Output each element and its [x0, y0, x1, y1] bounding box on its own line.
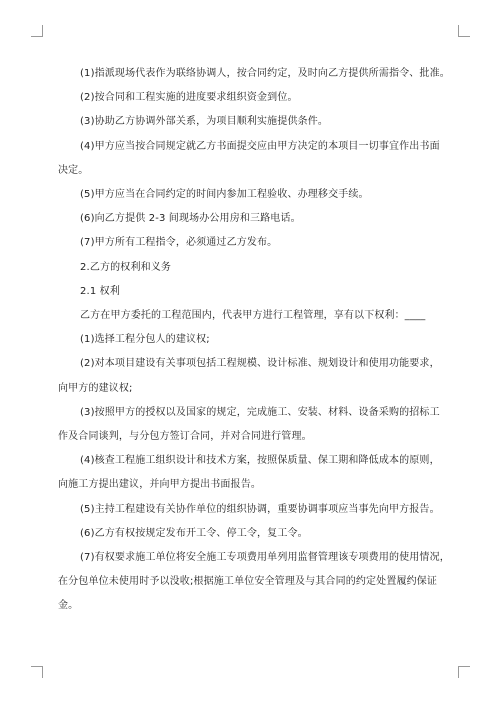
paragraph-line: (5)主持工程建设有关协作单位的组织协调，重要协调事项应当事先向甲方报告。: [80, 503, 440, 515]
paragraph-line: 2.乙方的权利和义务: [80, 261, 172, 273]
paragraph-line: (5)甲方应当在合同约定的时间内参加工程验收、办理移交手续。: [80, 189, 369, 201]
paragraph-line: 向施工方提出建议，并向甲方提出书面报告。: [58, 479, 261, 491]
paragraph-line: 向甲方的建议权;: [58, 382, 133, 394]
paragraph: [58, 86, 448, 110]
paragraph-line: (7)有权要求施工单位将安全施工专项费用单列用监督管理该专项费用的使用情况，: [80, 552, 450, 564]
paragraph: [58, 110, 448, 134]
paragraph-line: 乙方在甲方委托的工程范围内，代表甲方进行工程管理，享有以下权利：____: [80, 310, 426, 322]
page-corner-mark-top-right: [458, 25, 470, 37]
document-body: [58, 62, 448, 619]
page-corner-mark-bottom-right: [458, 666, 470, 678]
paragraph-line: (3)按照甲方的授权以及国家的规定，完成施工、安装、材料、设备采购的招标工: [80, 406, 440, 418]
paragraph: [58, 207, 448, 231]
paragraph-line: 在分包单位未使用时予以没收;根据施工单位安全管理及与其合同的约定处置履约保证: [58, 576, 438, 588]
paragraph-line: (3)协助乙方协调外部关系，为项目顺利实施提供条件。: [80, 116, 329, 128]
paragraph: [58, 304, 448, 328]
paragraph-line: (6)向乙方提供 2-3 间现场办公用房和三路电话。: [80, 213, 301, 225]
paragraph: [58, 546, 448, 619]
paragraph-line: (4)甲方应当按合同规定就乙方书面提交应由甲方决定的本项目一切事宜作出书面: [80, 140, 440, 152]
paragraph: [58, 280, 448, 304]
page-corner-mark-bottom-left: [31, 666, 43, 678]
page-corner-mark-top-left: [31, 25, 43, 37]
paragraph: [58, 498, 448, 522]
paragraph: [58, 135, 448, 183]
paragraph-line: (7)甲方所有工程指令，必须通过乙方发布。: [80, 237, 278, 249]
paragraph-line: 2.1 权利: [80, 285, 120, 297]
paragraph: [58, 231, 448, 255]
paragraph-line: 金。: [58, 600, 79, 612]
paragraph-line: (6)乙方有权按规定发布开工令、停工令，复工令。: [80, 527, 308, 539]
paragraph: [58, 256, 448, 280]
paragraph: [58, 449, 448, 497]
paragraph: [58, 62, 448, 86]
paragraph: [58, 401, 448, 449]
paragraph: [58, 522, 448, 546]
paragraph-line: 决定。: [58, 164, 89, 176]
paragraph: [58, 328, 448, 352]
paragraph-line: (2)对本项目建设有关事项包括工程规模、设计标准、规划设计和使用功能要求，: [80, 358, 440, 370]
paragraph-line: (2)按合同和工程实施的进度要求组织资金到位。: [80, 92, 298, 104]
paragraph-line: (1)选择工程分包人的建议权;: [80, 334, 210, 346]
paragraph: [58, 352, 448, 400]
paragraph-line: 作及合同谈判，与分包方签订合同，并对合同进行管理。: [58, 431, 312, 443]
paragraph: [58, 183, 448, 207]
paragraph-line: (1)指派现场代表作为联络协调人，按合同约定，及时向乙方提供所需指令、批准。: [80, 68, 450, 79]
paragraph-line: (4)核查工程施工组织设计和技术方案，按照保质量、保工期和降低成本的原则，: [80, 455, 440, 467]
